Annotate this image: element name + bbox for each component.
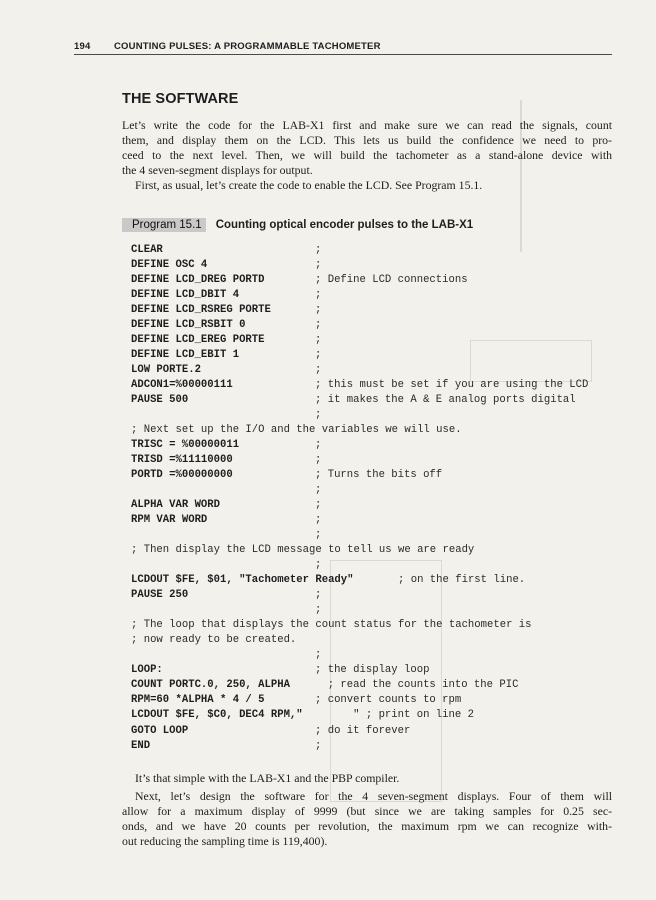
code-statement: ALPHA VAR WORD [131, 499, 221, 512]
code-line [131, 303, 532, 318]
paragraph-line: onds, and we have 20 counts per revolution, the maximum rpm we can recognize with- [122, 819, 612, 833]
code-comment: ; [315, 739, 322, 752]
code-line [131, 739, 532, 754]
page-number: 194 [74, 41, 91, 52]
code-comment: ; [315, 649, 322, 662]
code-comment: ; Define LCD connections [315, 274, 468, 287]
code-line [131, 333, 532, 348]
code-statement: DEFINE LCD_RSBIT 0 [131, 319, 246, 332]
paragraph-line: allow for a maximum display of 9999 (but since we are taking samples for 0.25 sec- [122, 804, 612, 818]
paragraph-line: them, and display them on the LCD. This lets us build the confidence we need to pro- [122, 133, 612, 147]
code-comment-line: ; Then display the LCD message to tell us we are ready [131, 544, 475, 557]
code-comment: ; do it forever [315, 724, 411, 737]
code-line [131, 438, 532, 453]
code-line [131, 588, 532, 603]
program-caption [122, 218, 473, 232]
code-comment: ; [315, 319, 322, 332]
code-line [131, 543, 532, 558]
code-comment: ; [315, 289, 322, 302]
code-statement: PAUSE 250 [131, 589, 189, 602]
code-line [131, 273, 532, 288]
code-line [131, 618, 532, 633]
code-line [131, 573, 532, 588]
code-comment: ; [315, 259, 322, 272]
code-statement: DEFINE LCD_RSREG PORTE [131, 304, 271, 317]
code-comment-line: ; The loop that displays the count status for the tachometer is [131, 619, 532, 632]
code-statement: LOOP: [131, 664, 163, 677]
code-comment: ; the display loop [315, 664, 430, 677]
paragraph-line: ceed to the next level. Then, we will build the tachometer as a stand-alone device with [122, 148, 612, 162]
code-comment: ; [315, 529, 322, 542]
program-title: Counting optical encoder pulses to the LAB-X1 [215, 219, 474, 231]
code-statement: DEFINE LCD_EBIT 1 [131, 349, 240, 362]
paragraph-line: Next, let’s design the software for the 4 seven-segment displays. Four of them will [135, 789, 612, 803]
code-comment: ; this must be set if you are using the LCD [315, 379, 589, 392]
paragraph-line: the 4 seven-segment displays for output. [122, 163, 313, 177]
code-line [131, 663, 532, 678]
code-line [131, 468, 532, 483]
intro-paragraph [122, 118, 612, 178]
code-comment: ; [315, 334, 322, 347]
code-comment: ; on the first line. [353, 574, 526, 587]
code-comment: ; [315, 484, 322, 497]
code-line [131, 648, 532, 663]
code-listing [131, 243, 589, 754]
code-comment: ; [315, 514, 322, 527]
code-line [131, 258, 532, 273]
code-statement: CLEAR [131, 244, 163, 256]
code-line [131, 318, 532, 333]
code-statement: DEFINE OSC 4 [131, 259, 208, 272]
code-line [131, 603, 532, 618]
code-line [131, 453, 532, 468]
code-comment: ; [315, 364, 322, 377]
code-line [131, 633, 532, 648]
code-line [131, 423, 532, 438]
code-line [131, 513, 532, 528]
code-comment-line: ; Next set up the I/O and the variables we will use. [131, 424, 462, 437]
code-line [131, 528, 532, 543]
code-line [131, 348, 532, 363]
code-statement: RPM=60 *ALPHA * 4 / 5 [131, 694, 265, 707]
code-statement: COUNT PORTC.0, 250, ALPHA [131, 679, 290, 692]
code-line [131, 363, 532, 378]
code-comment: ; [315, 604, 322, 617]
paragraph-line: Let’s write the code for the LAB-X1 first and make sure we can read the signals, count [122, 118, 612, 132]
code-statement: DEFINE LCD_DBIT 4 [131, 289, 240, 302]
code-statement: DEFINE LCD_DREG PORTD [131, 274, 265, 287]
code-line [131, 243, 532, 258]
code-line [131, 378, 589, 393]
code-statement: END [131, 739, 151, 752]
code-line [131, 724, 532, 739]
code-statement: LOW PORTE.2 [131, 364, 201, 377]
code-statement: LCDOUT $FE, $C0, DEC4 RPM," [131, 709, 303, 722]
code-line [131, 678, 532, 693]
outro-paragraph-1 [122, 771, 612, 786]
code-statement: TRISD =%11110000 [131, 454, 233, 467]
code-comment: ; [315, 244, 322, 256]
code-line [131, 693, 532, 708]
code-line [131, 393, 576, 408]
code-statement: GOTO LOOP [131, 724, 189, 737]
code-statement: RPM VAR WORD [131, 514, 208, 527]
code-comment: ; it makes the A & E analog ports digital [315, 394, 576, 407]
code-line [131, 288, 532, 303]
chapter-title: COUNTING PULSES: A PROGRAMMABLE TACHOMETER [114, 41, 381, 52]
code-statement: DEFINE LCD_EREG PORTE [131, 334, 265, 347]
code-comment: " ; print on line 2 [315, 709, 474, 722]
code-comment-line: ; now ready to be created. [131, 634, 297, 647]
section-heading: THE SOFTWARE [122, 91, 239, 107]
code-comment: ; [315, 304, 322, 317]
code-comment: ; [315, 349, 322, 362]
code-comment: ; read the counts into the PIC [315, 679, 519, 692]
code-statement: TRISC = %00000011 [131, 439, 240, 452]
code-comment: ; [315, 454, 322, 467]
code-comment: ; [315, 559, 322, 572]
code-comment: ; Turns the bits off [315, 469, 443, 482]
code-statement: LCDOUT $FE, $01, "Tachometer Ready" [131, 574, 354, 587]
code-comment: ; convert counts to rpm [315, 694, 462, 707]
intro-paragraph-2 [122, 178, 612, 193]
running-header [74, 41, 612, 55]
code-comment: ; [315, 499, 322, 512]
code-comment: ; [315, 439, 322, 452]
code-statement: PORTD =%00000000 [131, 469, 233, 482]
code-line [131, 483, 532, 498]
code-line [131, 498, 532, 513]
code-statement: PAUSE 500 [131, 394, 189, 407]
code-line [131, 558, 532, 573]
outro-paragraph-2 [122, 789, 612, 849]
paragraph-line: It’s that simple with the LAB-X1 and the PBP compiler. [135, 771, 400, 785]
code-statement: ADCON1=%00000111 [131, 379, 233, 392]
paragraph-line: First, as usual, let’s create the code to enable the LCD. See Program 15.1. [135, 178, 483, 192]
code-comment: ; [315, 589, 322, 602]
code-comment: ; [315, 409, 322, 422]
code-line [131, 408, 532, 423]
code-line [131, 708, 532, 723]
paragraph-line: out reducing the sampling time is 119,400). [122, 834, 328, 848]
program-label: Program 15.1 [122, 218, 206, 232]
